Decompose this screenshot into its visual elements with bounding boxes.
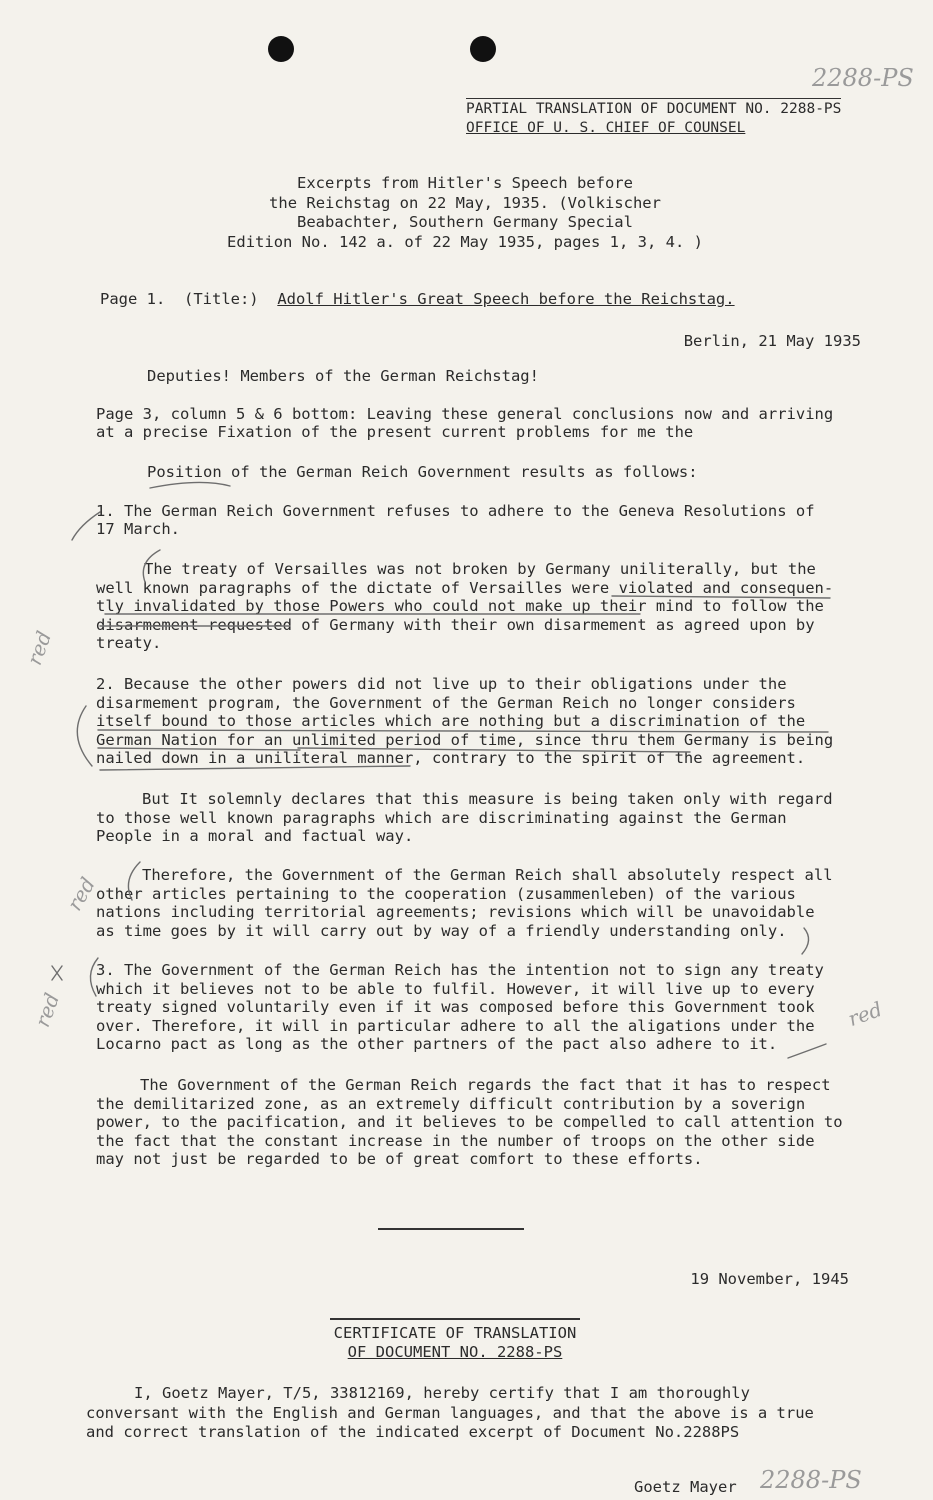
signature: Goetz Mayer	[634, 1478, 737, 1496]
para-line: tly invalidated by those Powers who could not make up their mind to follow the	[96, 597, 824, 615]
margin-note: red	[844, 996, 886, 1032]
point-line: itself bound to those articles which are nothing but a discrimination of the	[96, 712, 806, 730]
underline-mark	[298, 748, 690, 752]
x-mark	[52, 966, 62, 980]
para-line: Therefore, the Government of the German Reich shall absolutely respect all	[142, 866, 833, 884]
underline-mark	[98, 730, 828, 732]
underline-mark	[612, 596, 830, 598]
point-line: disarmement program, the Government of the German Reich no longer considers	[96, 693, 796, 712]
intro-line: Page 3, column 5 & 6 bottom: Leaving these general conclusions now and arriving	[96, 405, 834, 423]
pencil-doc-number-bottom: 2288-PS	[760, 1466, 862, 1494]
bracket-mark	[143, 550, 160, 582]
para-line: But It solemnly declares that this measure is being taken only with regard	[142, 790, 833, 808]
title-line: Excerpts from Hitler's Speech before	[297, 174, 633, 192]
para-line: People in a moral and factual way.	[96, 827, 414, 845]
point-line: Locarno pact as long as the other partners of the pact also adhere to it.	[96, 1035, 778, 1053]
page1-prefix: Page 1. (Title:)	[100, 290, 259, 308]
cert-line: conversant with the English and German languages, and that the above is a true	[86, 1403, 814, 1422]
para-line: treaty.	[96, 634, 162, 652]
speech-title: Adolf Hitler's Great Speech before the Reichstag.	[277, 290, 735, 308]
title-line: the Reichstag on 22 May, 1935. (Volkischer	[269, 193, 661, 212]
cert-title-line: CERTIFICATE OF TRANSLATION	[333, 1324, 577, 1342]
point-line: German Nation for an unlimited period of time, since thru them Germany is being	[96, 730, 834, 749]
point-line: which it believes not to be able to fulfil. However, it will live up to every	[96, 979, 815, 998]
dateline: Berlin, 21 May 1935	[683, 332, 861, 350]
para-line: The treaty of Versailles was not broken by Germany uniliterally, but the	[144, 560, 816, 578]
check-mark	[72, 512, 100, 540]
salutation: Deputies! Members of the German Reichstag!	[147, 367, 539, 385]
cert-line: I, Goetz Mayer, T/5, 33812169, hereby certify that I am thoroughly	[134, 1384, 750, 1402]
para-line: to those well known paragraphs which are discriminating against the German	[96, 808, 787, 827]
underline-mark	[98, 748, 300, 750]
header-line-1: PARTIAL TRANSLATION OF DOCUMENT NO. 2288-PS	[466, 98, 841, 119]
header-line-2: OFFICE OF U. S. CHIEF OF COUNSEL	[466, 120, 746, 136]
point-line: 1. The German Reich Government refuses to adhere to the Geneva Resolutions of	[96, 502, 815, 520]
margin-note: red	[62, 873, 101, 915]
title-line: Beabachter, Southern Germany Special	[297, 213, 633, 231]
para-line: may not just be regarded to be of great comfort to these efforts.	[96, 1150, 703, 1168]
bracket-mark	[77, 706, 92, 766]
margin-note: red	[29, 989, 65, 1031]
margin-note: red	[21, 627, 57, 669]
para-line: well known paragraphs of the dictate of Versailles were violated and consequen-	[96, 578, 834, 597]
point-line: over. Therefore, it will in particular adhere to all the aligations under the	[96, 1016, 815, 1035]
para-line: as time goes by it will carry out by way of a friendly understanding only.	[96, 921, 787, 940]
certificate-date: 19 November, 1945	[690, 1270, 849, 1288]
para-line: power, to the pacification, and it believes to be compelled to call attention to	[96, 1113, 843, 1131]
para-line: the demilitarized zone, as an extremely difficult contribution by a soverign	[96, 1094, 806, 1113]
para-line: other articles pertaining to the cooperation (zusammenleben) of the various	[96, 884, 796, 903]
point-line: 3. The Government of the German Reich has the intention not to sign any treaty	[96, 961, 824, 979]
para-line: disarmement requested of Germany with their own disarmement as agreed upon by	[96, 615, 815, 634]
underline-mark	[150, 482, 230, 488]
point-line: 17 March.	[96, 520, 180, 538]
point-line: 2. Because the other powers did not live up to their obligations under the	[96, 675, 787, 693]
point-line: treaty signed voluntarily even if it was composed before this Government took	[96, 998, 815, 1016]
para-line: nations including territorial agreements; revisions which will be unavoidable	[96, 903, 815, 921]
cert-line: and correct translation of the indicated excerpt of Document No.2288PS	[86, 1423, 740, 1441]
intro-line: at a precise Fixation of the present current problems for me the	[96, 423, 694, 441]
para-line: the fact that the constant increase in the number of troops on the other side	[96, 1131, 815, 1150]
para-line: The Government of the German Reich regards the fact that it has to respect	[140, 1076, 831, 1094]
position-line: Position of the German Reich Government results as follows:	[147, 463, 698, 481]
bracket-mark	[90, 958, 98, 996]
check-mark	[788, 1044, 826, 1058]
cert-title-line: OF DOCUMENT NO. 2288-PS	[347, 1343, 563, 1361]
title-line: Edition No. 142 a. of 22 May 1935, pages 1, 3, 4. )	[227, 232, 703, 251]
pencil-doc-number: 2288-PS	[812, 64, 914, 92]
point-line: nailed down in a uniliteral manner, contrary to the spirit of the agreement.	[96, 749, 806, 767]
bracket-mark	[802, 928, 809, 954]
underline-mark	[100, 766, 410, 770]
bracket-mark	[128, 862, 140, 900]
